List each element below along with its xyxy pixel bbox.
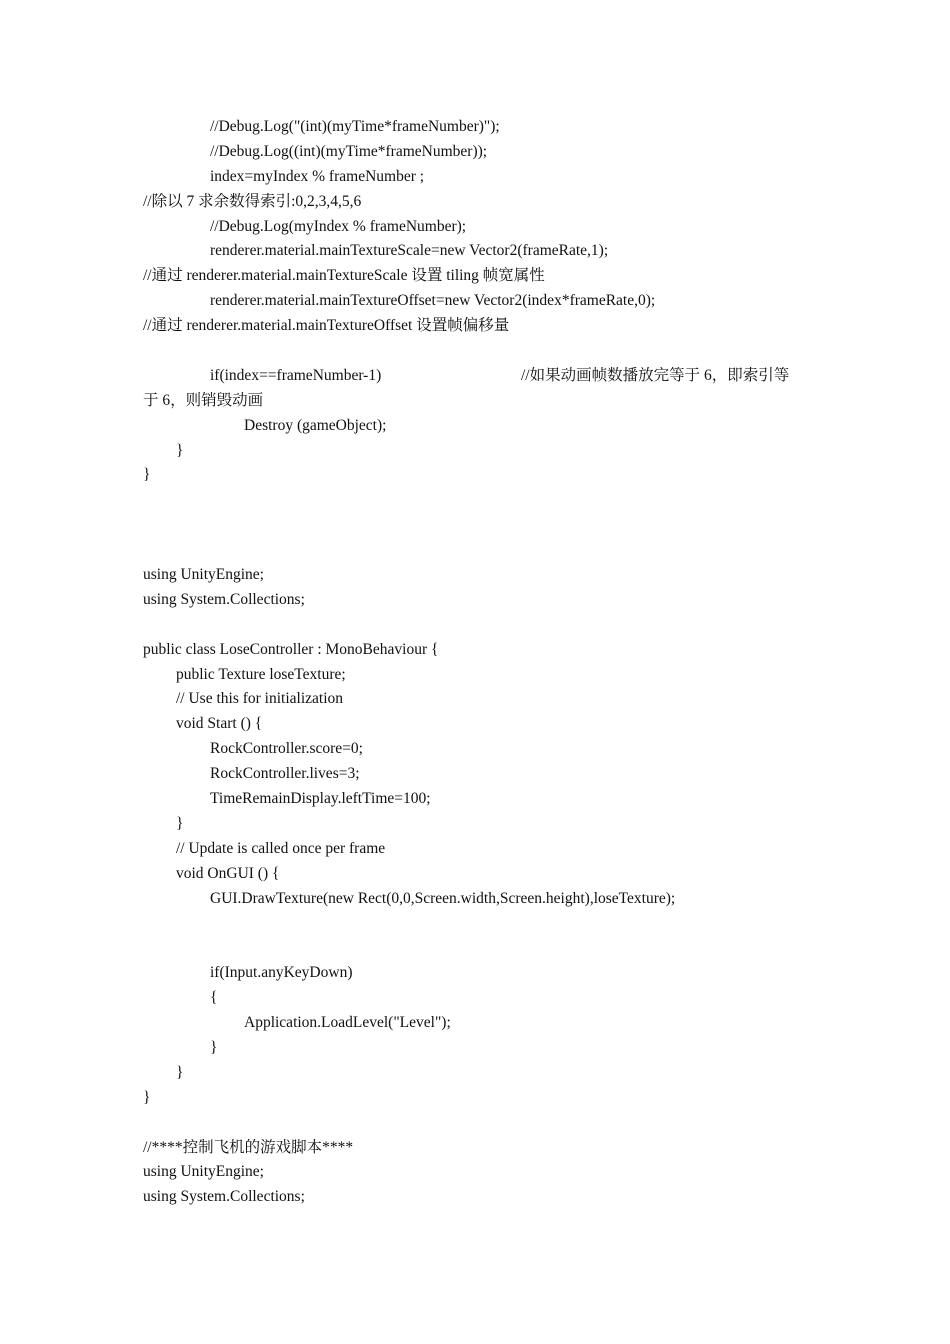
code-text: } — [176, 441, 184, 459]
code-line — [143, 1036, 833, 1061]
blank-line — [143, 488, 833, 513]
code-text: RockController.lives=3; — [210, 765, 360, 783]
code-line — [143, 165, 833, 190]
code-line — [143, 190, 833, 215]
code-text: //通过 renderer.material.mainTextureOffset 设置帧偏移量 — [143, 317, 510, 335]
code-line — [143, 1160, 833, 1185]
code-text: public Texture loseTexture; — [176, 665, 346, 683]
code-text: //Debug.Log("(int)(myTime*frameNumber)"); — [210, 118, 500, 135]
code-line — [143, 588, 833, 613]
code-text: } — [176, 1063, 184, 1081]
blank-line — [143, 1111, 833, 1136]
blank-line — [143, 936, 833, 961]
code-line — [143, 787, 833, 812]
code-text: void OnGUI () { — [176, 864, 280, 882]
code-line — [143, 314, 833, 339]
code-line — [143, 862, 833, 887]
code-line — [143, 812, 833, 837]
code-text: //Debug.Log(myIndex % frameNumber); — [210, 217, 467, 235]
code-line — [143, 762, 833, 787]
code-line — [143, 712, 833, 737]
code-text: if(Input.anyKeyDown) — [210, 964, 353, 982]
blank-line — [143, 538, 833, 563]
code-line — [143, 414, 833, 439]
code-text: Destroy (gameObject); — [244, 416, 387, 434]
code-text: renderer.material.mainTextureScale=new Vector2(frameRate,1); — [210, 242, 609, 260]
blank-line — [143, 613, 833, 638]
code-line — [143, 563, 833, 588]
code-line — [143, 264, 833, 289]
code-line — [143, 389, 833, 414]
code-text: //通过 renderer.material.mainTextureScale 设置 tiling 帧宽属性 — [143, 267, 545, 285]
code-text: TimeRemainDisplay.leftTime=100; — [210, 790, 431, 808]
code-text: RockController.score=0; — [210, 740, 363, 758]
code-listing — [143, 115, 833, 1210]
code-text: Application.LoadLevel("Level"); — [244, 1014, 451, 1032]
blank-line — [143, 912, 833, 937]
code-text: { — [210, 989, 218, 1007]
code-text: //除以 7 求余数得索引:0,2,3,4,5,6 — [143, 192, 362, 210]
code-text: using System.Collections; — [143, 590, 305, 608]
code-line — [143, 961, 833, 986]
code-text: GUI.DrawTexture(new Rect(0,0,Screen.width,Screen.height),loseTexture); — [210, 889, 676, 907]
code-line — [143, 1061, 833, 1086]
code-line — [143, 215, 833, 240]
code-line — [143, 1185, 833, 1210]
code-line — [143, 687, 833, 712]
code-text: public class LoseController : MonoBehaviour { — [143, 640, 439, 658]
code-text: index=myIndex % frameNumber ; — [210, 167, 425, 185]
code-text: } — [210, 1038, 218, 1056]
code-line — [143, 837, 833, 862]
code-line — [143, 663, 833, 688]
code-line — [143, 986, 833, 1011]
code-text: using UnityEngine; — [143, 1163, 264, 1181]
code-text: using UnityEngine; — [143, 566, 264, 584]
code-text: 于 6，则销毁动画 — [143, 391, 264, 409]
code-text: // Use this for initialization — [176, 690, 344, 708]
blank-line — [143, 513, 833, 538]
code-line — [143, 1011, 833, 1036]
code-line — [143, 463, 833, 488]
code-text: using System.Collections; — [143, 1188, 305, 1206]
code-text: } — [143, 466, 151, 484]
code-text: renderer.material.mainTextureOffset=new Vector2(index*frameRate,0); — [210, 292, 656, 310]
code-line — [143, 115, 833, 140]
inline-comment: //如果动画帧数播放完等于 6，即索引等 — [521, 366, 790, 384]
code-line — [143, 239, 833, 264]
blank-line — [143, 339, 833, 364]
code-text: if(index==frameNumber-1) — [210, 366, 382, 384]
code-text: void Start () { — [176, 715, 263, 733]
code-text: } — [176, 814, 184, 832]
code-line — [143, 364, 833, 389]
code-line — [143, 439, 833, 464]
code-line — [143, 1086, 833, 1111]
code-line — [143, 289, 833, 314]
code-text: //Debug.Log((int)(myTime*frameNumber)); — [210, 142, 488, 160]
code-line — [143, 1136, 833, 1161]
code-text: // Update is called once per frame — [176, 839, 386, 857]
code-line — [143, 887, 833, 912]
code-line — [143, 737, 833, 762]
code-line — [143, 638, 833, 663]
code-text: //****控制飞机的游戏脚本**** — [143, 1138, 354, 1156]
code-line — [143, 140, 833, 165]
code-text: } — [143, 1088, 151, 1106]
